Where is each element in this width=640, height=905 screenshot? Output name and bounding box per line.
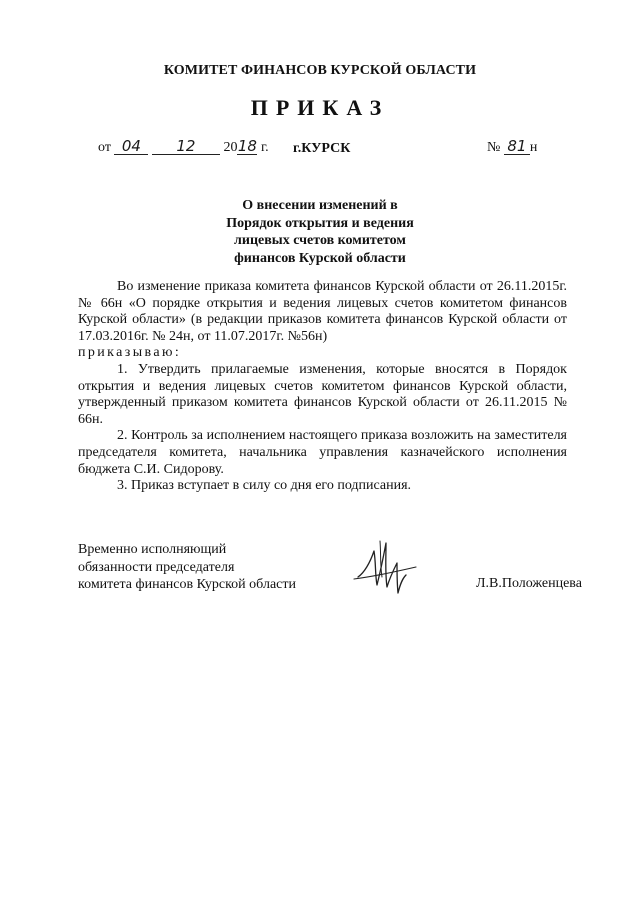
order-body	[78, 279, 567, 495]
date-year-prefix: 20	[223, 140, 238, 155]
subject-line: Порядок открытия и ведения	[226, 215, 414, 231]
document-type-title: ПРИКАЗ	[250, 95, 390, 120]
number-prefix: №	[487, 140, 501, 155]
date-year-suffix: 18	[237, 137, 257, 155]
order-number	[487, 138, 537, 156]
order-item-3: 3. Приказ вступает в силу со дня его подписания.	[117, 478, 412, 494]
date-day: 04	[114, 138, 148, 155]
number-value: 81	[504, 138, 530, 155]
subject-line: О внесении изменений в	[242, 198, 398, 213]
subject-line: лицевых счетов комитетом	[234, 233, 406, 248]
number-suffix: н	[529, 140, 538, 155]
organization-heading: КОМИТЕТ ФИНАНСОВ КУРСКОЙ ОБЛАСТИ	[163, 63, 477, 78]
order-word: приказываю:	[78, 345, 182, 361]
position-line: комитета финансов Курской области	[78, 577, 296, 592]
order-item-2: 2. Контроль за исполнением настоящего приказа возложить на заместителя председателя комитета, начальника управления казначейского исполнения бюджета С.И. Сидорову.	[78, 428, 567, 477]
handwritten-signature	[350, 533, 430, 605]
order-date	[98, 138, 269, 156]
intro-paragraph: Во изменение приказа комитета финансов Курской области от 26.11.2015г. № 66н «О порядке открытия и ведения лицевых счетов комитетом финансов Курской области» (в редакции приказов комитета финансов Курской области от 17.03.2016г. № 24н, от 11.07.2017г. №56н)	[78, 279, 567, 344]
city-label: г.КУРСК	[293, 141, 351, 156]
date-month: 12	[152, 138, 220, 155]
order-subject	[0, 197, 640, 267]
date-year-unit: г.	[260, 140, 269, 155]
order-item-1: 1. Утвердить прилагаемые изменения, которые вносятся в Порядок открытия и ведения лицевых счетов комитетом финансов Курской области, утвержденный приказом комитета финансов Курской области от 26.11.2015 № 66н.	[78, 361, 567, 427]
date-prefix: от	[98, 140, 111, 155]
position-line: Временно исполняющий	[78, 542, 227, 557]
signatory-position	[78, 541, 296, 594]
position-line: обязанности председателя	[78, 559, 235, 575]
document-meta-row	[0, 138, 640, 162]
subject-line: финансов Курской области	[234, 250, 406, 266]
signatory-name: Л.В.Положенцева	[476, 576, 582, 591]
